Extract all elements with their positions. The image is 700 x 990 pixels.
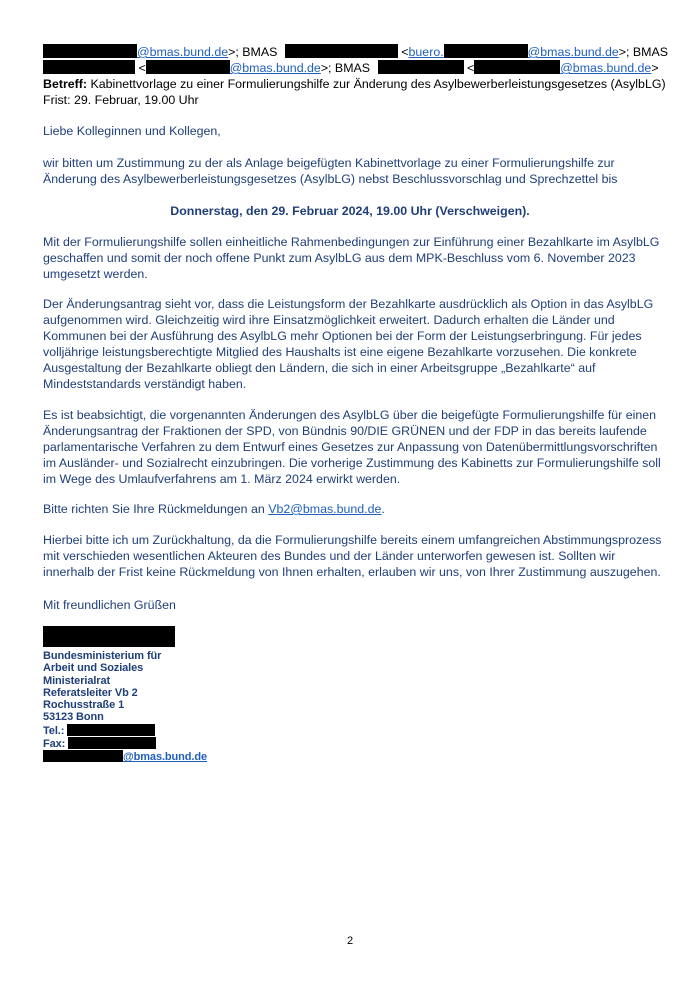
paragraph-feedback bbox=[43, 501, 663, 517]
feedback-email-link[interactable]: Vb2@bmas.bund.de bbox=[268, 502, 382, 516]
email-link[interactable]: @bmas.bund.de bbox=[560, 61, 652, 75]
page-number: 2 bbox=[346, 935, 354, 947]
bracket: < bbox=[401, 45, 409, 59]
deadline-line: Frist: 29. Februar, 19.00 Uhr bbox=[43, 93, 199, 107]
email-link[interactable]: buero. bbox=[408, 45, 444, 59]
redaction-block bbox=[43, 60, 135, 74]
redacted-name-block bbox=[43, 626, 175, 647]
redaction-block bbox=[43, 750, 123, 762]
subject-label: Betreff: bbox=[43, 77, 88, 91]
redaction-block bbox=[474, 60, 560, 74]
feedback-text: Bitte richten Sie Ihre Rückmeldungen an bbox=[43, 502, 269, 516]
bracket: < bbox=[466, 61, 475, 75]
subject-line bbox=[43, 76, 666, 92]
signature-ministry: Bundesministerium für bbox=[43, 650, 162, 662]
bracket: > bbox=[651, 61, 659, 75]
recipient-separator: >; BMAS bbox=[228, 45, 278, 59]
paragraph-procedure: Es ist beabsichtigt, die vorgenannten Änderungen des AsylbLG über die beigefügte Formulierungshilfe für einen Änderungsantrag der Fraktionen der SPD, von Bündnis 90/DIE GRÜNEN und der FDP in das bereits laufende parlamentarische Verfahren zu dem Entwurf eines Gesetzes zur Anpassung von Datenübermittlungsvorschriften im Ausländer- und Sozialrecht einzubringen. Die vorherige Zustimmung des Kabinetts zur Formulierungshilfe soll im Wege des Umlaufverfahrens am 1. März 2024 erwirkt werden. bbox=[43, 408, 661, 486]
redaction-block bbox=[68, 737, 156, 749]
redaction-block bbox=[67, 724, 155, 736]
redaction-block bbox=[43, 44, 137, 58]
signature-tel bbox=[43, 724, 207, 737]
paragraph-request: wir bitten um Zustimmung zu der als Anlage beigefügten Kabinettvorlage zu einer Formulierungshilfe zur Änderung des Asylbewerberleistungsgesetzes (AsylbLG) nebst Beschlussvorschlag und Sprechzettel bis bbox=[43, 156, 618, 186]
greeting: Liebe Kolleginnen und Kollegen, bbox=[43, 124, 221, 138]
signature-fax bbox=[43, 737, 207, 750]
recipient-separator: >; BMAS bbox=[618, 45, 669, 59]
redaction-block bbox=[378, 60, 464, 74]
signature-ministry-2: Arbeit und Soziales bbox=[43, 662, 144, 675]
feedback-suffix: . bbox=[381, 502, 385, 516]
signature-city: 53123 Bonn bbox=[43, 711, 104, 724]
signature-block bbox=[43, 650, 207, 764]
tel-label: Tel.: bbox=[43, 724, 65, 737]
redaction-block bbox=[444, 44, 528, 58]
email-link[interactable]: @bmas.bund.de bbox=[527, 45, 619, 59]
recipient-separator: >; BMAS bbox=[320, 61, 371, 75]
signature-rank: Ministerialrat bbox=[43, 674, 111, 687]
paragraph-purpose: Mit der Formulierungshilfe sollen einheitliche Rahmenbedingungen zur Einführung einer Bezahlkarte im AsylbLG geschaffen und somit der noch offene Punkt zum AsylbLG aus dem MPK-Beschluss vom 6. November 2023 umgesetzt werden. bbox=[43, 235, 660, 281]
email-link[interactable]: @bmas.bund.de bbox=[137, 45, 229, 59]
closing: Mit freundlichen Grüßen bbox=[43, 598, 176, 612]
fax-label: Fax: bbox=[43, 738, 66, 751]
bracket: < bbox=[138, 61, 146, 75]
signature-street: Rochusstraße 1 bbox=[43, 699, 125, 712]
signature-email bbox=[43, 750, 207, 763]
redaction-block bbox=[146, 60, 230, 74]
signature-email-link[interactable]: @bmas.bund.de bbox=[123, 751, 207, 764]
subject-text: Kabinettvorlage zu einer Formulierungshilfe zur Änderung des Asylbewerberleistungsgesetzes (AsylbLG) bbox=[90, 77, 666, 91]
signature-title: Referatsleiter Vb 2 bbox=[43, 686, 138, 699]
deadline-highlight: Donnerstag, den 29. Februar 2024, 19.00 Uhr (Verschweigen). bbox=[170, 204, 530, 218]
redaction-block bbox=[285, 44, 398, 58]
email-link[interactable]: @bmas.bund.de bbox=[229, 61, 321, 75]
recipients-line-1 bbox=[43, 44, 668, 60]
paragraph-discretion: Hierbei bitte ich um Zurückhaltung, da die Formulierungshilfe bereits einem umfangreichen Abstimmungsprozess mit verschieden wesentlichen Akteuren des Bundes und der Länder unterworfen gewesen ist. Sollten wir innerhalb der Frist keine Rückmeldung von Ihnen erhalten, erlauben wir uns, von Ihrer Zustimmung auszugehen. bbox=[43, 533, 662, 579]
recipients-line-2 bbox=[43, 60, 659, 76]
paragraph-amendment: Der Änderungsantrag sieht vor, dass die Leistungsform der Bezahlkarte ausdrücklich als Option in das AsylbLG aufgenommen wird. Gleichzeitig wird ihre Einsatzmöglichkeit erweitert. Dadurch erhalten die Länder und Kommunen bei der Ausführung des AsylbLG mehr Optionen bei der Form der Leistungserbringung. Für jedes volljährige leistungsberechtigte Mitglied des Haushalts ist eine eigene Bezahlkarte vorzusehen. Die konkrete Ausgestaltung der Bezahlkarte obliegt den Ländern, die sich in einer Arbeitsgruppe „Bezahlkarte“ auf Mindeststandards verständigt haben. bbox=[43, 297, 654, 391]
